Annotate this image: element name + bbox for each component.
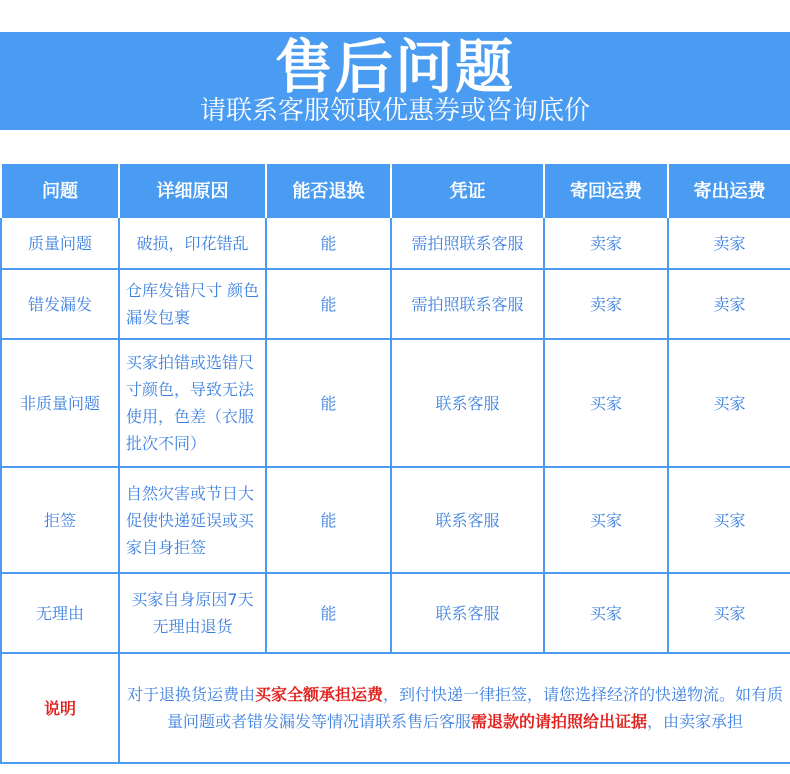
proof-cell: 需拍照联系客服 xyxy=(391,217,544,269)
reason-cell: 买家拍错或选错尺寸颜色，导致无法使用，色差（衣服批次不同） xyxy=(119,339,266,467)
header-cell: 凭证 xyxy=(391,164,544,217)
issue-cell: 拒签 xyxy=(1,467,119,573)
return-shipping-cell: 买家 xyxy=(544,339,668,467)
note-row xyxy=(1,653,790,763)
note-text xyxy=(119,653,790,763)
issue-cell: 错发漏发 xyxy=(1,269,119,339)
note-text-part: 对于退换货运费由 xyxy=(126,685,255,704)
issue-cell: 无理由 xyxy=(1,573,119,653)
header-banner xyxy=(0,32,790,130)
note-highlight: 需退款的请拍照给出证据 xyxy=(470,712,647,731)
send-shipping-cell: 买家 xyxy=(668,339,790,467)
table-row xyxy=(1,269,790,339)
page-title: 售后问题 xyxy=(274,33,515,101)
header-cell: 寄出运费 xyxy=(668,164,790,217)
returnable-cell: 能 xyxy=(266,339,391,467)
return-shipping-cell: 买家 xyxy=(544,467,668,573)
header-cell: 问题 xyxy=(1,164,119,217)
returnable-cell: 能 xyxy=(266,573,391,653)
note-highlight: 买家全额承担运费 xyxy=(254,685,383,704)
table-row xyxy=(1,573,790,653)
returnable-cell: 能 xyxy=(266,467,391,573)
header-cell: 能否退换 xyxy=(266,164,391,217)
send-shipping-cell: 买家 xyxy=(668,467,790,573)
issue-cell: 质量问题 xyxy=(1,217,119,269)
table-row xyxy=(1,217,790,269)
table-row xyxy=(1,339,790,467)
returnable-cell: 能 xyxy=(266,217,391,269)
return-shipping-cell: 买家 xyxy=(544,573,668,653)
table-row xyxy=(1,467,790,573)
after-sales-table xyxy=(0,164,790,764)
page-subtitle: 请联系客服领取优惠券或咨询底价 xyxy=(199,96,590,126)
proof-cell: 联系客服 xyxy=(391,339,544,467)
proof-cell: 需拍照联系客服 xyxy=(391,269,544,339)
returnable-cell: 能 xyxy=(266,269,391,339)
reason-cell: 买家自身原因7天无理由退货 xyxy=(119,573,266,653)
send-shipping-cell: 买家 xyxy=(668,573,790,653)
send-shipping-cell: 卖家 xyxy=(668,217,790,269)
table-header-row xyxy=(1,164,790,217)
reason-cell: 仓库发错尺寸 颜色漏发包裹 xyxy=(119,269,266,339)
proof-cell: 联系客服 xyxy=(391,573,544,653)
reason-cell: 自然灾害或节日大促使快递延误或买家自身拒签 xyxy=(119,467,266,573)
return-shipping-cell: 卖家 xyxy=(544,217,668,269)
note-text-part: ，由卖家承担 xyxy=(647,712,744,731)
reason-cell: 破损，印花错乱 xyxy=(119,217,266,269)
note-label: 说明 xyxy=(1,653,119,763)
return-shipping-cell: 卖家 xyxy=(544,269,668,339)
proof-cell: 联系客服 xyxy=(391,467,544,573)
issue-cell: 非质量问题 xyxy=(1,339,119,467)
send-shipping-cell: 卖家 xyxy=(668,269,790,339)
header-cell: 详细原因 xyxy=(119,164,266,217)
note-text-part: ，到付快递一律拒签，请您选择经济的快递物流。如有质量问题或者错发漏发等情况请联系售后客服 xyxy=(166,685,784,731)
header-cell: 寄回运费 xyxy=(544,164,668,217)
